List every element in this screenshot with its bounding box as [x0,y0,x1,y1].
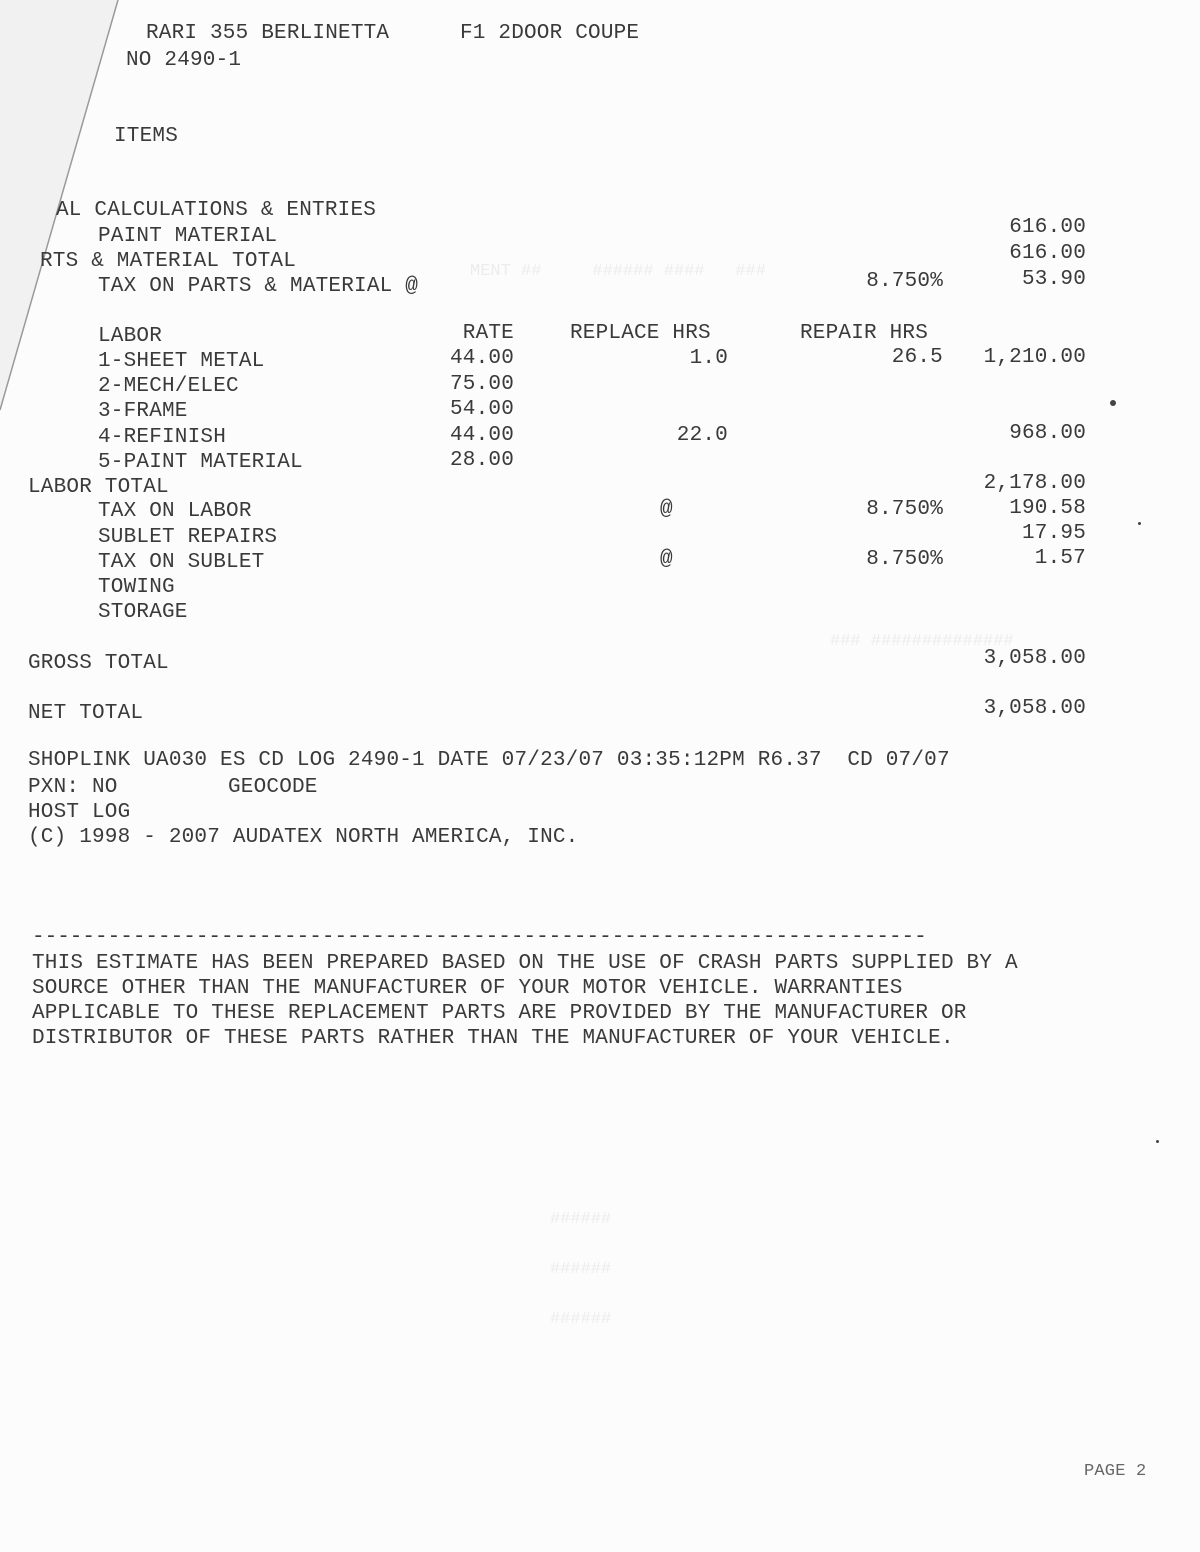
copyright-line: (C) 1998 - 2007 AUDATEX NORTH AMERICA, INC. [28,826,579,849]
ink-speck [1110,400,1116,406]
ink-speck [1138,522,1141,525]
sublet-repairs-value: 17.95 [1021,522,1086,545]
labor-row-name: 4-REFINISH [98,426,227,449]
tax-on-sublet-value: 1.57 [1034,547,1086,570]
labor-header: LABOR [98,325,163,348]
disclaimer-line: DISTRIBUTOR OF THESE PARTS RATHER THAN THE MANUFACTURER OF YOUR VEHICLE. [32,1027,954,1050]
tax-on-parts-value: 53.90 [1021,268,1086,291]
disclaimer-line: THIS ESTIMATE HAS BEEN PREPARED BASED ON THE USE OF CRASH PARTS SUPPLIED BY A [32,952,1018,975]
labor-row-name: 3-FRAME [98,400,188,423]
tax-on-parts-rate: 8.750% [866,270,943,293]
labor-row-rate: 44.00 [449,424,514,447]
shoplink-line: SHOPLINK UA030 ES CD LOG 2490-1 DATE 07/23/07 03:35:12PM R6.37 CD 07/07 [28,749,950,772]
tax-on-labor-rate: 8.750% [866,498,943,521]
storage-label: STORAGE [98,601,188,624]
vehicle-description: RARI 355 BERLINETTA [146,22,390,45]
labor-row-amount: 968.00 [1009,422,1086,445]
labor-row-replace-hrs: 1.0 [689,347,728,370]
paint-material-value: 616.00 [1009,242,1086,265]
labor-row-replace-hrs: 22.0 [676,424,728,447]
show-through-text: ###### [550,1260,612,1279]
calculations-heading: AL CALCULATIONS & ENTRIES [56,199,377,222]
page-number: PAGE 2 [1084,1462,1147,1481]
paint-material-label: PAINT MATERIAL [98,225,278,248]
replace-hrs-header: REPLACE HRS [570,322,711,345]
tax-on-sublet-label: TAX ON SUBLET [98,551,265,574]
tax-on-labor-label: TAX ON LABOR [98,500,252,523]
disclaimer-line: SOURCE OTHER THAN THE MANUFACTURER OF YOUR MOTOR VEHICLE. WARRANTIES [32,977,903,1000]
estimate-number: NO 2490-1 [126,49,242,72]
gross-total-value: 3,058.00 [983,647,1086,670]
labor-row-amount: 1,210.00 [983,346,1086,369]
tax-on-sublet-rate: 8.750% [866,548,943,571]
items-heading: ITEMS [114,125,179,148]
rate-header: RATE [462,322,514,345]
tax-on-sublet-at: @ [660,548,673,571]
net-total-value: 3,058.00 [983,697,1086,720]
tax-on-parts-label: TAX ON PARTS & MATERIAL @ [98,275,419,298]
show-through-text: ###### [550,1310,612,1329]
disclaimer-line: APPLICABLE TO THESE REPLACEMENT PARTS ARE PROVIDED BY THE MANUFACTURER OR [32,1002,967,1025]
dashed-divider: ----------------------------------------------------------------------- [32,926,927,949]
net-total-label: NET TOTAL [28,702,144,725]
show-through-text: ###### [550,1210,612,1229]
geocode-label: GEOCODE [228,776,318,799]
labor-row-name: 5-PAINT MATERIAL [98,451,303,474]
labor-row-rate: 75.00 [449,373,514,396]
labor-row-repair-hrs: 26.5 [891,346,943,369]
calculations-heading-value: 616.00 [1009,216,1086,239]
labor-row-name: 1-SHEET METAL [98,350,265,373]
labor-total-label: LABOR TOTAL [28,476,169,499]
labor-row-name: 2-MECH/ELEC [98,375,239,398]
pxn-label: PXN: NO [28,776,118,799]
labor-row-rate: 44.00 [449,347,514,370]
show-through-text: MENT ## ###### #### ### [470,262,766,281]
tax-on-labor-value: 190.58 [1009,497,1086,520]
tax-on-labor-at: @ [660,498,673,521]
gross-total-label: GROSS TOTAL [28,652,169,675]
ink-speck [1156,1140,1159,1143]
vehicle-body-style: F1 2DOOR COUPE [460,22,640,45]
labor-row-rate: 28.00 [449,449,514,472]
labor-total-value: 2,178.00 [983,472,1086,495]
parts-material-total-label: RTS & MATERIAL TOTAL [40,250,297,273]
host-log-line: HOST LOG [28,801,131,824]
show-through-text: ### ############## [830,632,1014,651]
repair-hrs-header: REPAIR HRS [800,322,929,345]
sublet-repairs-label: SUBLET REPAIRS [98,526,278,549]
labor-row-rate: 54.00 [449,398,514,421]
towing-label: TOWING [98,576,175,599]
